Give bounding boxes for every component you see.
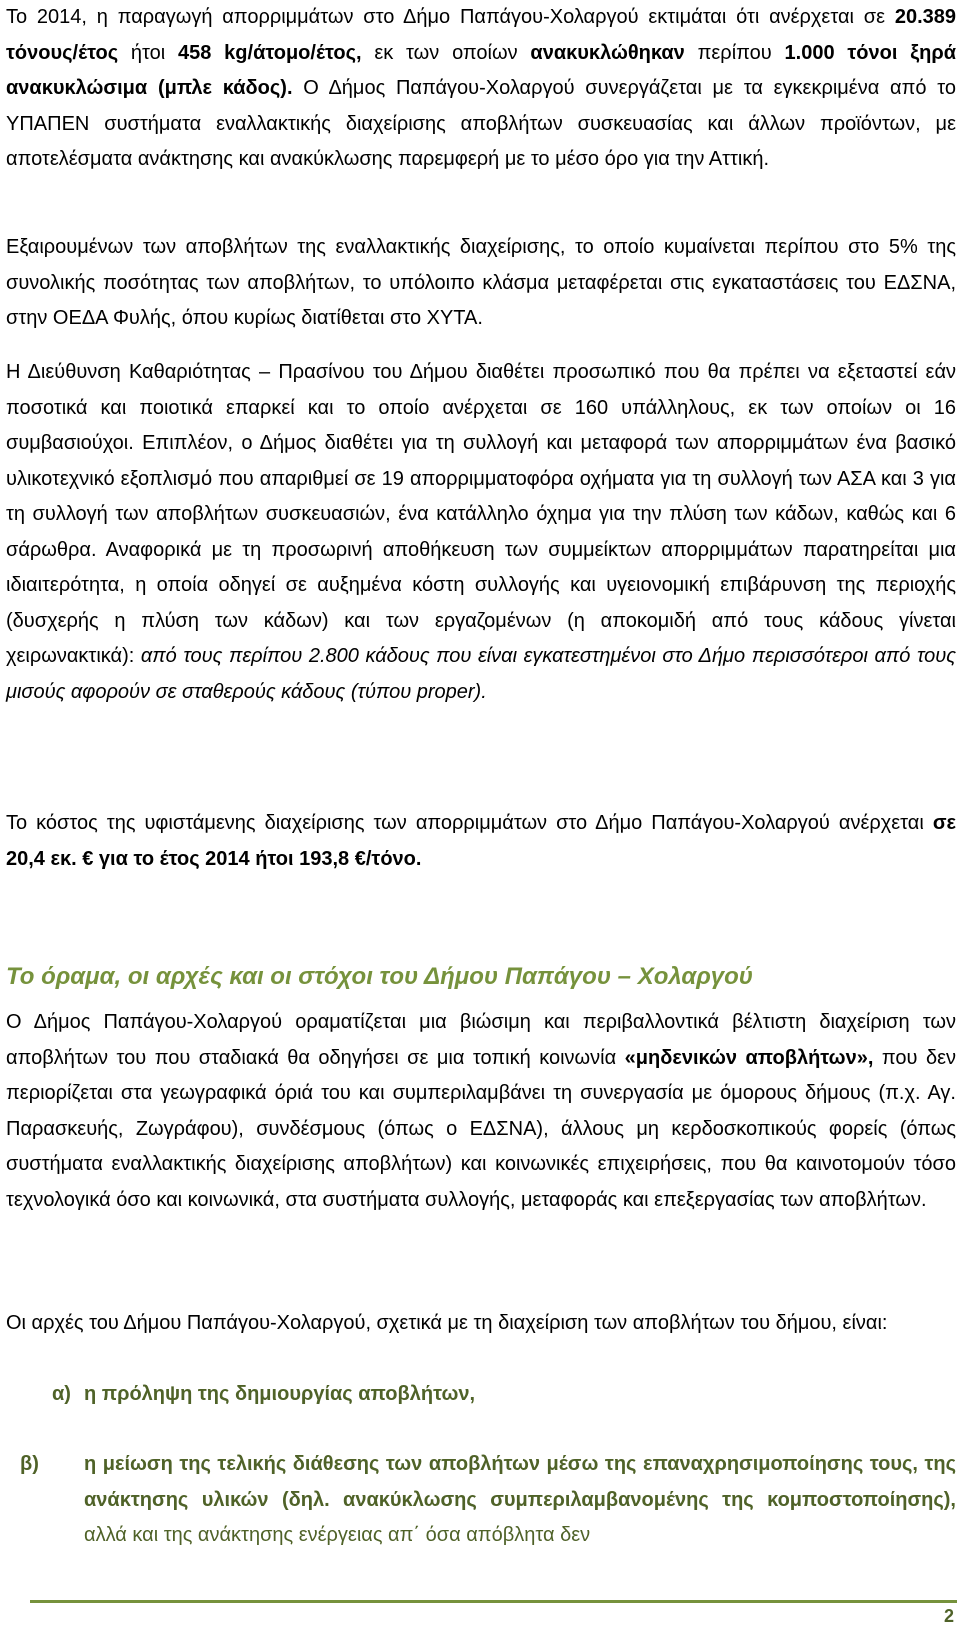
text: Ο Δήμος Παπάγου-Χολαργού συνεργάζεται με τα εγκεκριμένα από το ΥΠΑΠΕΝ συστήματα εναλλακτικής διαχείρισης αποβλήτων συσκευασίας και άλλων προϊόντων, με αποτελέσματα ανάκτησης και ανακύκλωσης παρεμφερή με το μέσο όρο για την Αττική. [6,77,956,170]
page-number: 2 [943,1606,954,1626]
text: Το 2014, η παραγωγή απορριμμάτων στο Δήμο Παπάγου-Χολαργού εκτιμάται ότι ανέρχεται σε [6,6,895,28]
section-heading-vision: Το όραμα, οι αρχές και οι στόχοι του Δήμου Παπάγου – Χολαργού [6,963,753,990]
paragraph-management-cost [6,806,956,877]
text: Ο Δήμος Παπάγου-Χολαργού οραματίζεται μια βιώσιμη και περιβαλλοντικά βέλτιστη διαχείριση των αποβλήτων του που σταδιακά θα οδηγήσει σε μια τοπική κοινωνία [6,1011,956,1069]
footer-divider [30,1600,957,1603]
bold-text: ανακυκλώθηκαν [530,41,685,64]
text: Η Διεύθυνση Καθαριότητας – Πρασίνου του Δήμου διαθέτει προσωπικό που θα πρέπει να εξεταστεί εάν ποσοτικά και ποιοτικά επαρκεί και το οποίο ανέρχεται σε 160 υπάλληλους, εκ των οποίων οι 16 συμβασιούχοι. Επιπλέον, ο Δήμος διαθέτει για τη συλλογή και μεταφορά των απορριμμάτων ένα βασικό υλικοτεχνικό εξοπλισμό που απαριθμεί σε 19 απορριμματοφόρα οχήματα για τη συλλογή των ΑΣΑ και 3 για τη συλλογή των αποβλήτων συσκευασιών, ένα κατάλληλο όχημα για την πλύση των κάδων, καθώς και 6 σάρωθρα. Αναφορικά με τη προσωρινή αποθήκευση των συμμείκτων απορριμμάτων παρατηρείται μια ιδιαιτερότητα, η οποία οδηγεί σε αυξημένα κόστη συλλογής και υγειονομική επιβάρυνση της περιοχής (δυσχερής η πλύση των κάδων) και των εργαζομένων (η αποκομιδή από τους κάδους γίνεται χειρωνακτικά): [6,361,956,667]
bold-text: σε 20,4 εκ. € για το έτος 2014 ήτοι 193,8 €/τόνο. [6,812,956,870]
italic-text: από τους περίπου 2.800 κάδους που είναι εγκατεστημένοι στο Δήμο περισσότεροι από τους μισούς αφορούν σε σταθερούς κάδους (τύπου proper). [6,645,956,703]
list-number: α) [52,1383,71,1405]
bold-text: 1.000 τόνοι ξηρά ανακυκλώσιμα (μπλε κάδος). [6,41,956,99]
paragraph-principles-intro: Οι αρχές του Δήμου Παπάγου-Χολαργού, σχετικά με τη διαχείριση των αποβλήτων του δήμου, είναι: [6,1312,888,1334]
list-item-bold-text: η μείωση της τελικής διάθεσης των αποβλήτων μέσω της επαναχρησιμοποίησης τους, της ανάκτησης υλικών (δηλ. ανακύκλωσης συμπεριλαμβανομένης της κομποστοποίησης), [84,1453,956,1511]
text: που δεν περιορίζεται στα γεωγραφικά όριά του και συμπεριλαμβάνει τη συνεργασία με όμορους δήμους (π.χ. Αγ. Παρασκευής, Ζωγράφου), συνδέσμους (όπως ο ΕΔΣΝΑ), άλλους μη κερδοσκοπικούς φορείς (όπως συστήματα εναλλακτικής διαχείρισης αποβλήτων) και κοινωνικές επιχειρήσεις, που θα καινοτομούν τόσο τεχνολογικά όσο και κοινωνικά, στα συστήματα συλλογής, μεταφοράς και επεξεργασίας των αποβλήτων. [6,1046,956,1211]
bold-text: «μηδενικών αποβλήτων», [624,1046,874,1069]
bold-text: 20.389 τόνους/έτος [6,6,956,64]
list-item-text: η πρόληψη της δημιουργίας αποβλήτων, [84,1383,476,1405]
paragraph-waste-production [6,0,956,178]
text: περίπου [684,41,785,64]
list-item-reduction [20,1447,956,1554]
text: ήτοι [118,41,178,64]
text: Το κόστος της υφιστάμενης διαχείρισης των απορριμμάτων στο Δήμο Παπάγου-Χολαργού ανέρχεται [6,812,933,834]
list-item-prevention [52,1377,956,1413]
paragraph-vision [6,1005,956,1218]
list-number: β) [20,1453,39,1475]
list-item-text: αλλά και της ανάκτησης ενέργειας απ΄ όσα απόβλητα δεν [84,1524,591,1546]
paragraph-cleaning-department [6,355,956,710]
bold-text: 458 kg/άτομο/έτος, [178,41,362,64]
paragraph-alternative-management: Εξαιρουμένων των αποβλήτων της εναλλακτικής διαχείρισης, το οποίο κυμαίνεται περίπου στο 5% της συνολικής ποσότητας των αποβλήτων, το υπόλοιπο κλάσμα μεταφέρεται στις εγκαταστάσεις του ΕΔΣΝΑ, στην ΟΕΔΑ Φυλής, όπου κυρίως διατίθεται στο ΧΥΤΑ. [6,236,956,329]
text: εκ των οποίων [361,41,531,64]
